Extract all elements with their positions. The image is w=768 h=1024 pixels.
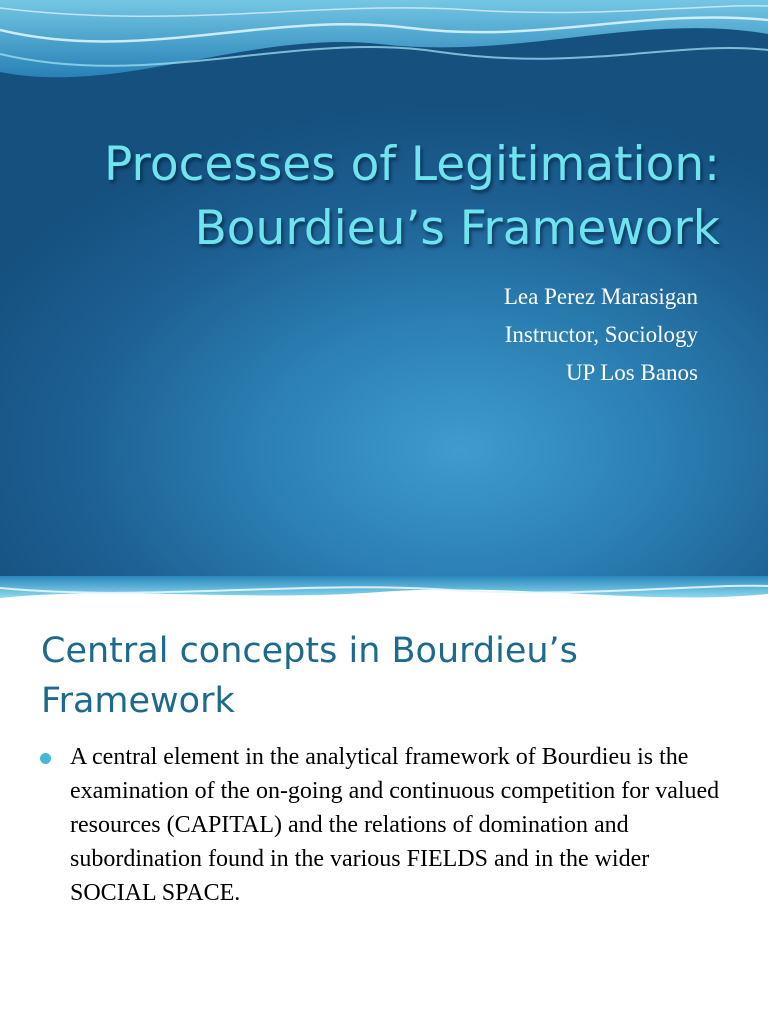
author-institution: UP Los Banos xyxy=(565,360,698,385)
author-position: Instructor, Sociology xyxy=(504,322,698,347)
slide-title-line: Processes of Legitimation: xyxy=(104,137,720,192)
bullet-item xyxy=(40,740,730,910)
slide-heading-line: Framework xyxy=(41,681,235,721)
slide-title xyxy=(30,133,720,261)
bullet-list xyxy=(40,740,730,910)
author-name: Lea Perez Marasigan xyxy=(503,284,698,309)
slide-subtitle xyxy=(504,278,698,392)
slide-title-line: Bourdieu’s Framework xyxy=(194,201,720,256)
wave-decoration-top xyxy=(0,0,768,110)
slide-heading-line: Central concepts in Bourdieu’s xyxy=(41,631,578,671)
bullet-text: A central element in the analytical framework of Bourdieu is the examination of the on-going and continuous competition for valued resources (CAPITAL) and the relations of domination and subordination found in the various FIELDS and in the wider SOCIAL SPACE. xyxy=(70,744,720,906)
wave-decoration-top xyxy=(0,576,768,616)
content-slide xyxy=(0,576,768,1024)
slide-heading xyxy=(41,626,731,726)
bullet-marker-icon xyxy=(40,753,51,764)
